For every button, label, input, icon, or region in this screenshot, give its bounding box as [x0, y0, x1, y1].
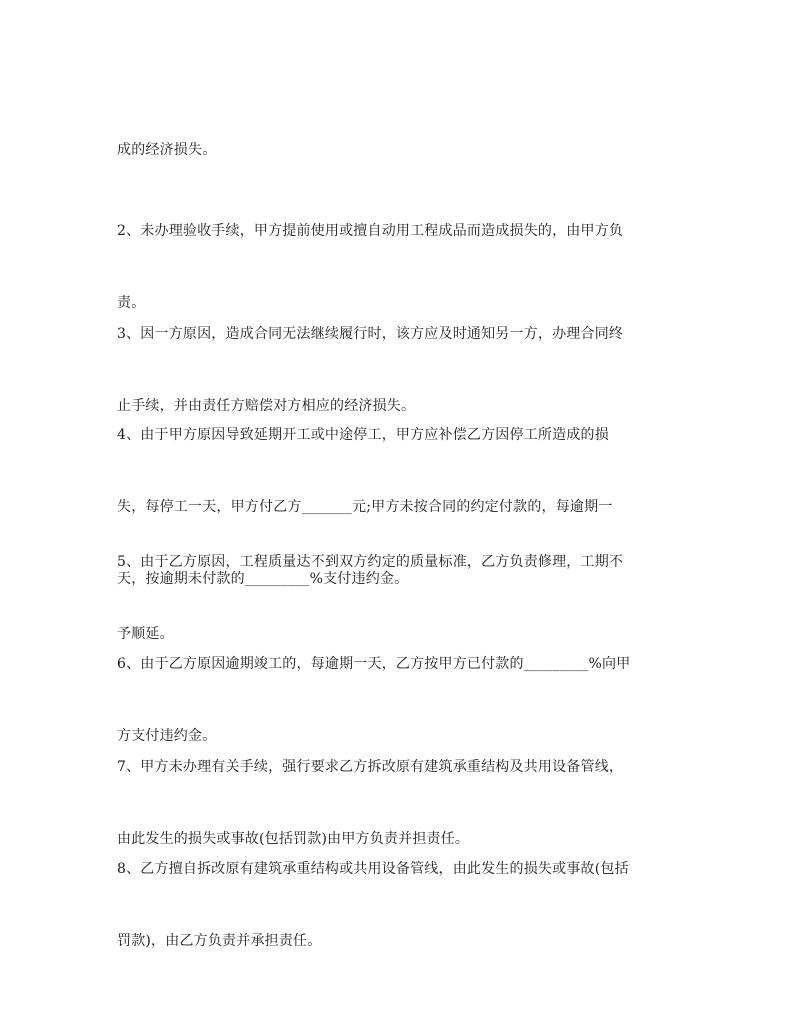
paragraph-line: 方支付违约金。 [117, 728, 217, 744]
paragraph-line: 6、由于乙方原因逾期竣工的，每逾期一天，乙方按甲方已付款的_________%向甲 [117, 656, 631, 672]
paragraph-line: 由此发生的损失或事故(包括罚款)由甲方负责并担责任。 [117, 831, 470, 847]
paragraph-line: 罚款)，由乙方负责并承担责任。 [117, 933, 322, 949]
paragraph-line: 5、由于乙方原因，工程质量达不到双方约定的质量标准，乙方负责修理，工期不 [117, 554, 624, 570]
paragraph-line: 责。 [117, 295, 146, 311]
paragraph-line: 3、因一方原因，造成合同无法继续履行时，该方应及时通知另一方，办理合同终 [117, 326, 624, 342]
clause-8 [117, 809, 687, 1001]
paragraph-line: 4、由于甲方原因导致延期开工或中途停工，甲方应补偿乙方因停工所造成的损 [117, 427, 609, 443]
paragraph-line: 予顺延。 [117, 626, 174, 642]
paragraph-line: 止手续，并由责任方赔偿对方相应的经济损失。 [117, 398, 416, 414]
paragraph-line: 成的经济损失。 [117, 142, 217, 158]
paragraph-line: 失，每停工一天，甲方付乙方_______元;甲方未按合同的约定付款的，每逾期一 [117, 499, 613, 515]
paragraph-line: 2、未办理验收手续，甲方提前使用或擅自动用工程成品而造成损失的，由甲方负 [117, 223, 624, 239]
paragraph-line: 7、甲方未办理有关手续，强行要求乙方拆改原有建筑承重结构及共用设备管线， [117, 759, 624, 775]
paragraph-line: 天，按逾期未付款的_________%支付违约金。 [117, 571, 409, 587]
paragraph-line: 8、乙方擅自拆改原有建筑承重结构或共用设备管线，由此发生的损失或事故(包括 [117, 861, 629, 877]
